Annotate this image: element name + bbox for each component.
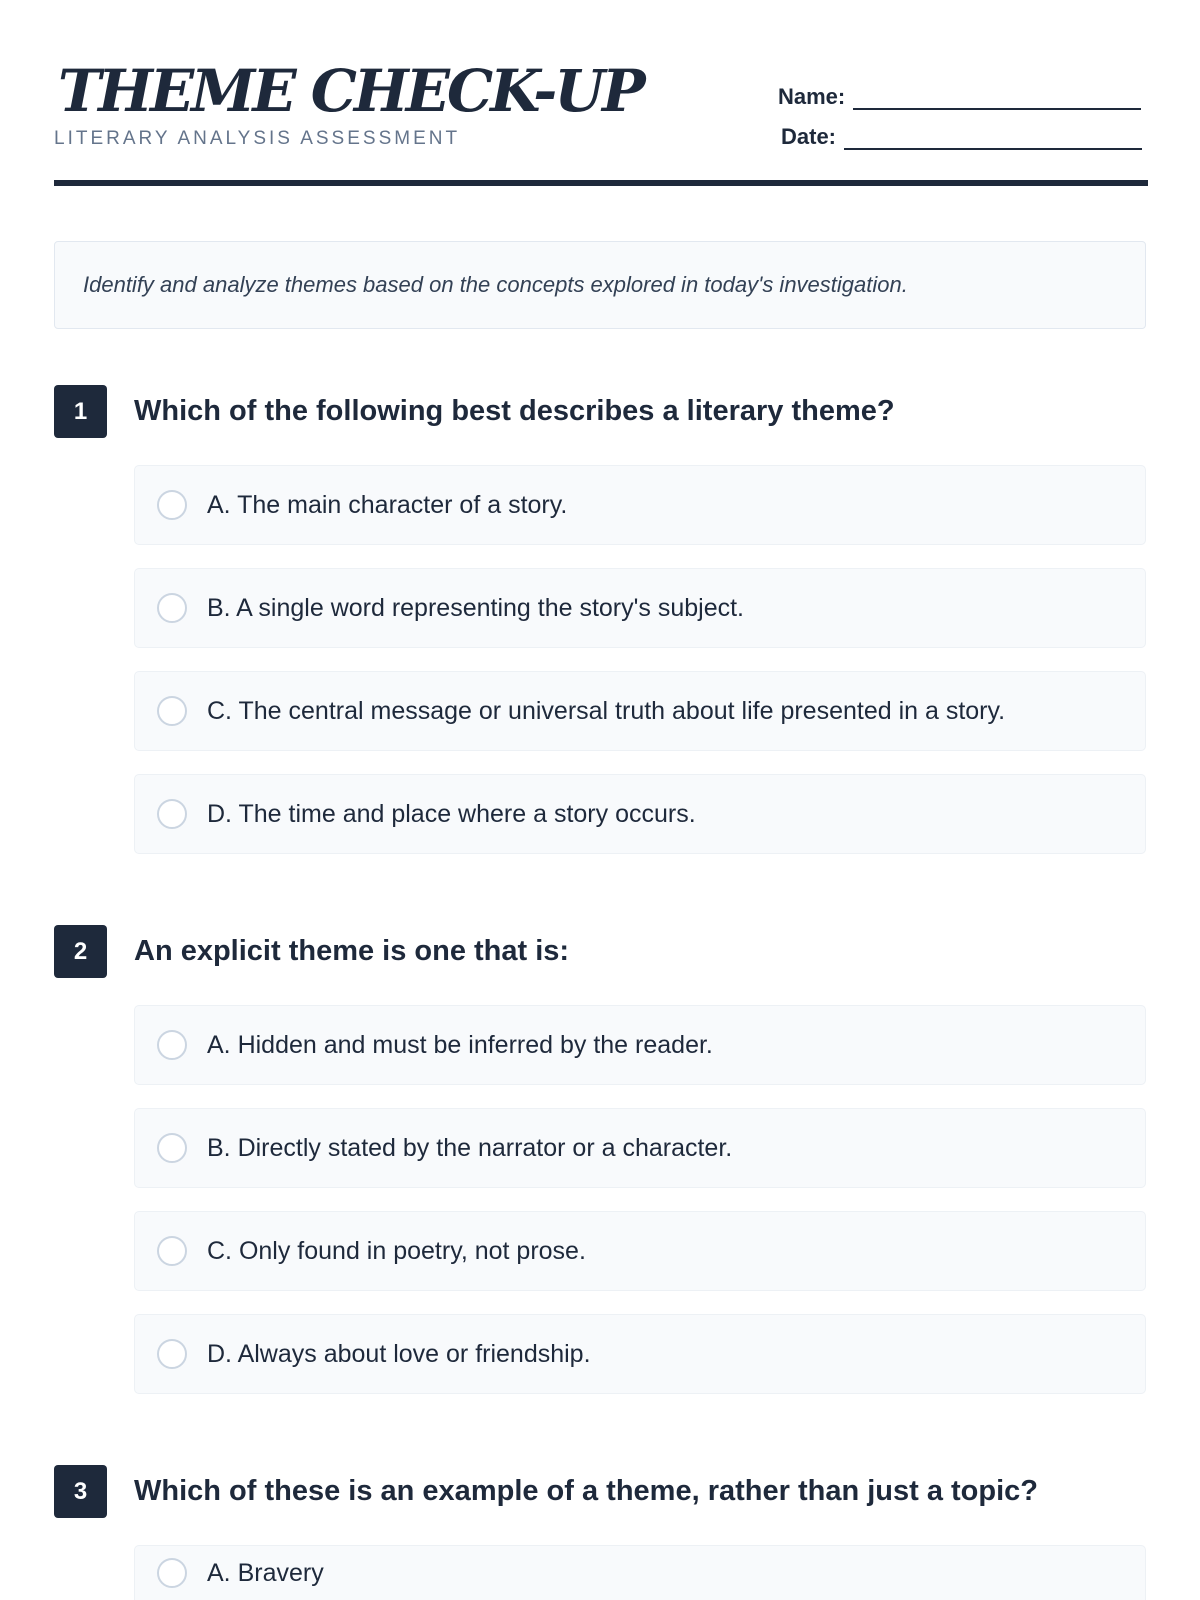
option-label: B. A single word representing the story's subject. (207, 593, 744, 622)
option-label: C. The central message or universal truth about life presented in a story. (207, 696, 1006, 725)
worksheet-page (54, 0, 1146, 1587)
question-1 (54, 385, 1146, 865)
answer-option-2b[interactable] (134, 1108, 1146, 1188)
option-label: C. Only found in poetry, not prose. (207, 1236, 586, 1265)
name-blank[interactable] (853, 86, 1141, 110)
answer-option-3a[interactable] (134, 1545, 1146, 1600)
date-label: Date: (781, 124, 837, 149)
worksheet-subtitle: LITERARY ANALYSIS ASSESSMENT (54, 128, 461, 149)
answer-option-1a[interactable] (134, 465, 1146, 545)
answer-option-2d[interactable] (134, 1314, 1146, 1394)
instructions-box (54, 241, 1146, 329)
name-field (778, 84, 1141, 110)
question-3 (54, 1465, 1146, 1600)
option-label: A. Hidden and must be inferred by the reader. (207, 1030, 713, 1059)
question-number-badge: 1 (54, 385, 107, 438)
question-text: An explicit theme is one that is: (134, 935, 570, 967)
question-number-badge: 2 (54, 925, 107, 978)
radio-button[interactable] (157, 593, 187, 623)
radio-button[interactable] (157, 1236, 187, 1266)
option-label: D. Always about love or friendship. (207, 1339, 591, 1368)
option-label: D. The time and place where a story occurs. (207, 799, 696, 828)
question-text: Which of the following best describes a literary theme? (134, 395, 895, 427)
radio-button[interactable] (157, 490, 187, 520)
date-blank[interactable] (844, 126, 1142, 150)
radio-button[interactable] (157, 696, 187, 726)
answer-option-1b[interactable] (134, 568, 1146, 648)
option-label: B. Directly stated by the narrator or a character. (207, 1133, 733, 1162)
option-label: A. Bravery (207, 1558, 324, 1587)
worksheet-header (54, 0, 1146, 190)
radio-button[interactable] (157, 1030, 187, 1060)
radio-button[interactable] (157, 1133, 187, 1163)
option-label: A. The main character of a story. (207, 490, 568, 519)
radio-button[interactable] (157, 799, 187, 829)
answer-option-1c[interactable] (134, 671, 1146, 751)
answer-option-2c[interactable] (134, 1211, 1146, 1291)
radio-button[interactable] (157, 1558, 187, 1588)
radio-button[interactable] (157, 1339, 187, 1369)
answer-option-1d[interactable] (134, 774, 1146, 854)
header-divider (54, 180, 1148, 186)
answer-option-2a[interactable] (134, 1005, 1146, 1085)
name-label: Name: (778, 84, 846, 109)
worksheet-title: THEME CHECK-UP (58, 57, 643, 125)
question-number-badge: 3 (54, 1465, 107, 1518)
question-2 (54, 925, 1146, 1405)
question-text: Which of these is an example of a theme, rather than just a topic? (134, 1475, 1039, 1507)
date-field (781, 124, 1142, 150)
instructions-text: Identify and analyze themes based on the concepts explored in today's investigation. (83, 272, 908, 297)
